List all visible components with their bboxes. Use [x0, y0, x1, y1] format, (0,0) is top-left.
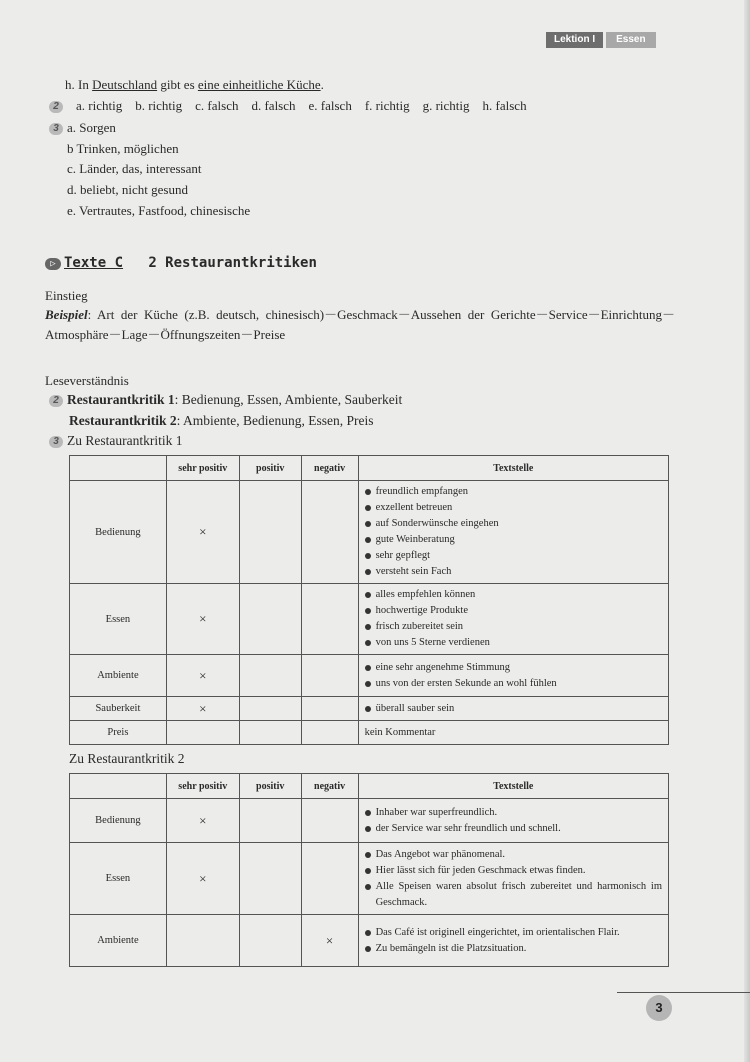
- bullet-item: eine sehr angenehme Stimmung: [365, 660, 662, 676]
- mark-positiv: [239, 481, 301, 584]
- mark-sehr-positiv: [166, 721, 239, 745]
- texte-title: 2 Restaurantkritiken: [148, 255, 317, 271]
- h-mid: gibt es: [157, 77, 198, 92]
- header-sehr-positiv: sehr positiv: [166, 774, 239, 799]
- answer-item: b. richtig: [135, 98, 183, 113]
- textstelle-cell: [358, 697, 668, 721]
- bullet-item: gute Weinberatung: [365, 532, 662, 548]
- row-label: Ambiente: [70, 655, 167, 697]
- bullet-item: Zu bemängeln ist die Platzsituation.: [365, 941, 662, 957]
- answer-item: c. falsch: [195, 98, 239, 113]
- mark-negativ: [301, 655, 358, 697]
- exercise-3-item-e: e. Vertrautes, Fastfood, chinesische: [67, 203, 251, 218]
- row-label: Sauberkeit: [70, 697, 167, 721]
- table-row: [70, 721, 669, 745]
- textstelle-cell: [358, 481, 668, 584]
- header-textstelle: Textstelle: [358, 456, 668, 481]
- answer-item: d. falsch: [251, 98, 296, 113]
- textstelle-cell: [358, 843, 668, 915]
- bullet-item: Das Café ist originell eingerichtet, im orientalischen Flair.: [365, 925, 662, 941]
- exercise-3-item-d: d. beliebt, nicht gesund: [67, 182, 188, 197]
- table-row: [70, 697, 669, 721]
- textstelle-cell: [358, 799, 668, 843]
- bullet-item: frisch zubereitet sein: [365, 619, 662, 635]
- answer-item: a. richtig: [76, 98, 123, 113]
- einstieg-heading: Einstieg: [45, 288, 88, 303]
- table-header-row: [70, 456, 669, 481]
- zu-rk2-line: Zu Restaurantkritik 2: [69, 751, 185, 766]
- mark-negativ: [301, 721, 358, 745]
- row-label: Essen: [70, 584, 167, 655]
- exercise-number-badge: 3: [49, 436, 63, 448]
- exercise-3-item-c: c. Länder, das, interessant: [67, 161, 202, 176]
- exercise-3-item-a: [49, 120, 116, 136]
- table-restaurantkritik-1: [69, 455, 669, 745]
- bullet-item: Hier lässt sich für jeden Geschmack etwas finden.: [365, 863, 662, 879]
- answer-item: e. falsch: [308, 98, 352, 113]
- essen-tab: Essen: [606, 32, 655, 48]
- h-prefix: h. In: [65, 77, 93, 92]
- header-sehr-positiv: sehr positiv: [166, 456, 239, 481]
- exercise-3-text: a. Sorgen: [67, 120, 116, 135]
- bullet-item: von uns 5 Sterne verdienen: [365, 635, 662, 651]
- bullet-item: alles empfehlen können: [365, 587, 662, 603]
- table-header-row: [70, 774, 669, 799]
- mark-negativ: [301, 843, 358, 915]
- bullet-item: Alle Speisen waren absolut frisch zubereitet und harmonisch im Geschmack.: [365, 879, 662, 911]
- chapter-header: [546, 32, 656, 48]
- bullet-item: Inhaber war superfreundlich.: [365, 805, 662, 821]
- texte-label: Texte C: [64, 255, 124, 271]
- bullet-item: versteht sein Fach: [365, 564, 662, 580]
- mark-negativ: [301, 481, 358, 584]
- row-label: Ambiente: [70, 915, 167, 967]
- h-end: .: [320, 77, 324, 92]
- answer-item: h. falsch: [482, 98, 527, 113]
- mark-sehr-positiv: ×: [166, 799, 239, 843]
- bullet-item: sehr gepflegt: [365, 548, 662, 564]
- exercise-number-badge: 2: [49, 395, 63, 407]
- beispiel-label: Beispiel: [45, 307, 88, 322]
- mark-negativ: ×: [301, 915, 358, 967]
- page-edge-shadow: [744, 0, 750, 1062]
- table-row: [70, 584, 669, 655]
- bullet-item: uns von der ersten Sekunde an wohl fühlen: [365, 676, 662, 692]
- mark-positiv: [239, 799, 301, 843]
- textstelle-cell: [358, 655, 668, 697]
- h-underline-1: Deutschland: [92, 77, 158, 92]
- row-label: Bedienung: [70, 799, 167, 843]
- row-label: Preis: [70, 721, 167, 745]
- mark-positiv: [239, 655, 301, 697]
- mark-sehr-positiv: ×: [166, 584, 239, 655]
- exercise-number-badge: 3: [49, 123, 63, 135]
- exercise-2-answers: [49, 98, 540, 114]
- mark-negativ: [301, 799, 358, 843]
- bullet-item: überall sauber sein: [365, 701, 662, 717]
- mark-positiv: [239, 843, 301, 915]
- header-negativ: negativ: [301, 456, 358, 481]
- lektion-tab: Lektion I: [546, 32, 603, 48]
- rk2-text: : Ambiente, Bedienung, Essen, Preis: [176, 413, 374, 428]
- mark-negativ: [301, 584, 358, 655]
- mark-positiv: [239, 584, 301, 655]
- rk2-line: [69, 413, 373, 429]
- beispiel-text: : Art der Küche (z.B. deutsch, chinesisch)－Geschmack－Aussehen der Gerichte－Service－Einrichtung－Atmosphäre－Lage－Öffnungszeiten－Preise: [45, 307, 675, 342]
- exercise-3-item-b: b Trinken, möglichen: [67, 141, 179, 156]
- leseverstaendnis-heading: Leseverständnis: [45, 373, 129, 388]
- mark-sehr-positiv: ×: [166, 655, 239, 697]
- answer-item: g. richtig: [422, 98, 470, 113]
- table-row: [70, 843, 669, 915]
- zu-rk1-label: Zu Restaurantkritik 1: [67, 433, 183, 448]
- textstelle-cell: [358, 584, 668, 655]
- header-empty: [70, 456, 167, 481]
- texte-heading: [45, 255, 317, 271]
- mark-negativ: [301, 697, 358, 721]
- header-textstelle: Textstelle: [358, 774, 668, 799]
- bullet-item: hochwertige Produkte: [365, 603, 662, 619]
- mark-sehr-positiv: [166, 915, 239, 967]
- page-number-rule: [617, 992, 750, 993]
- table-row: [70, 481, 669, 584]
- bullet-item: freundlich empfangen: [365, 484, 662, 500]
- row-label: Bedienung: [70, 481, 167, 584]
- header-empty: [70, 774, 167, 799]
- bullet-item: der Service war sehr freundlich und schnell.: [365, 821, 662, 837]
- exercise-number-badge: 2: [49, 101, 63, 113]
- mark-positiv: [239, 915, 301, 967]
- header-positiv: positiv: [239, 456, 301, 481]
- mark-sehr-positiv: ×: [166, 697, 239, 721]
- h-underline-2: eine einheitliche Küche: [197, 77, 321, 92]
- mark-sehr-positiv: ×: [166, 843, 239, 915]
- table-restaurantkritik-2: [69, 773, 669, 967]
- audio-cd-icon: ▷: [45, 258, 61, 270]
- mark-sehr-positiv: ×: [166, 481, 239, 584]
- header-negativ: negativ: [301, 774, 358, 799]
- bullet-item: auf Sonderwünsche eingehen: [365, 516, 662, 532]
- mark-positiv: [239, 721, 301, 745]
- row-label: Essen: [70, 843, 167, 915]
- table-row: [70, 915, 669, 967]
- textstelle-cell: kein Kommentar: [358, 721, 668, 745]
- table-row: [70, 655, 669, 697]
- mark-positiv: [239, 697, 301, 721]
- einstieg-example: [45, 305, 675, 345]
- table-row: [70, 799, 669, 843]
- zu-rk1-line: [49, 433, 182, 449]
- textstelle-cell: [358, 915, 668, 967]
- bullet-item: Das Angebot war phänomenal.: [365, 847, 662, 863]
- answer-item: f. richtig: [364, 98, 410, 113]
- page-number: 3: [646, 995, 672, 1021]
- rk1-line: [49, 392, 402, 408]
- rk1-text: : Bedienung, Essen, Ambiente, Sauberkeit: [174, 392, 403, 407]
- rk1-label: Restaurantkritik 1: [67, 392, 175, 407]
- header-positiv: positiv: [239, 774, 301, 799]
- bullet-item: exzellent betreuen: [365, 500, 662, 516]
- rk2-label: Restaurantkritik 2: [69, 413, 177, 428]
- answer-line-h: [65, 77, 324, 93]
